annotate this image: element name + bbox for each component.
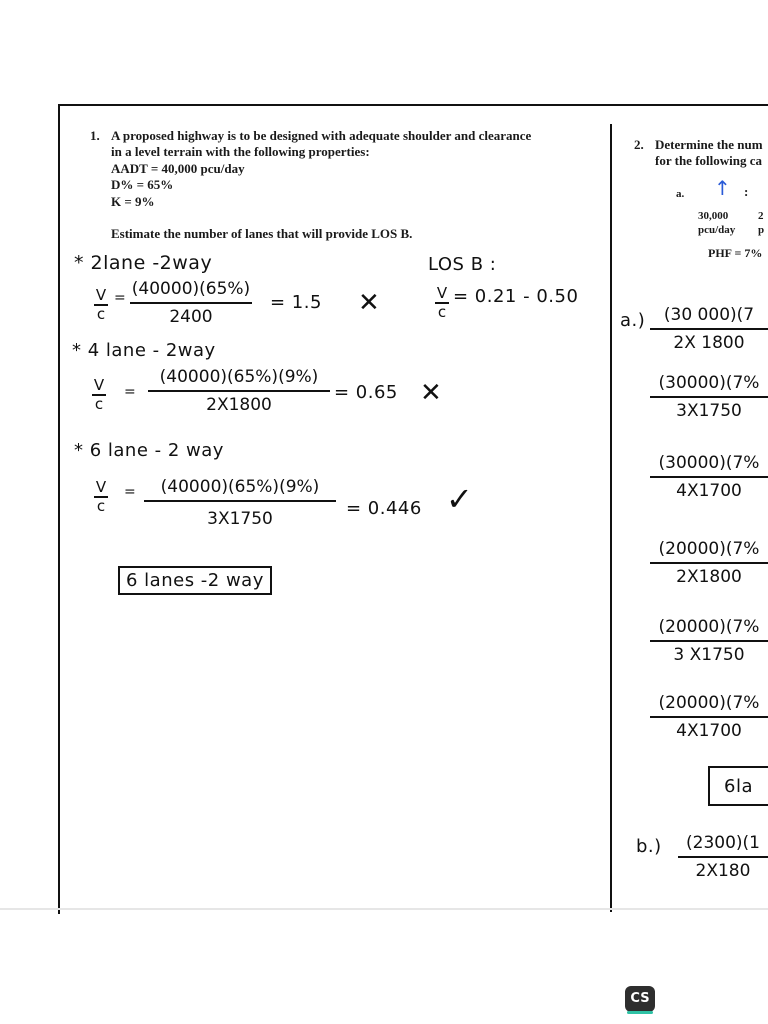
- problem2-line1: Determine the num: [655, 137, 763, 152]
- sol2-row5: (20000)(7% 3 X1750: [650, 616, 768, 666]
- sol2-boxed-answer: 6la: [708, 766, 768, 806]
- problem2-clipped-p: p: [758, 224, 765, 236]
- case1-vc: V c: [95, 286, 107, 323]
- case1-numerator: (40000)(65%): [131, 279, 251, 299]
- problem1-directional-split: D% = 65%: [111, 177, 174, 192]
- case2-vc: V c: [93, 376, 105, 413]
- sol2-row1: (30 000)(7 2X 1800: [650, 304, 768, 354]
- sol2-row4: (20000)(7% 2X1800: [650, 538, 768, 588]
- answer-box: 6 lanes -2 way: [118, 566, 272, 595]
- problem2-phf: PHF = 7%: [708, 246, 763, 260]
- problem1-aadt: AADT = 40,000 pcu/day: [111, 161, 245, 176]
- problem2-unit: pcu/day: [698, 224, 736, 236]
- case3-result: = 0.446: [346, 498, 422, 519]
- los-range: = 0.21 - 0.50: [453, 286, 579, 307]
- case3-vc: V c: [95, 478, 107, 515]
- case1-equals: =: [114, 290, 127, 306]
- problem1-k-factor: K = 9%: [111, 194, 155, 209]
- problem2-item-a: a.: [676, 188, 685, 200]
- problem2-colon: :: [744, 184, 749, 199]
- problem1-statement-line1: A proposed highway is to be designed with adequate shoulder and clearance: [111, 128, 532, 143]
- problem1-number: 1.: [90, 128, 100, 143]
- case2-reject-mark: ✕: [420, 378, 443, 408]
- problem1-statement-line2: in a level terrain with the following properties:: [111, 144, 370, 159]
- case3-numerator: (40000)(65%)(9%): [160, 477, 320, 497]
- up-arrow-icon: ↑: [714, 176, 731, 200]
- case2-result: = 0.65: [334, 382, 398, 403]
- solution2-a-label: a.): [620, 310, 646, 331]
- problem2-line2: for the following ca: [655, 153, 762, 168]
- case2-equals: =: [124, 384, 137, 400]
- case3-denominator: 3X1750: [207, 509, 273, 529]
- case2-label: * 4 lane - 2way: [72, 340, 216, 361]
- case3-fraction: [144, 476, 336, 530]
- los-label: LOS B :: [428, 254, 497, 275]
- case1-label: * 2lane -2way: [74, 252, 213, 274]
- case3-label: * 6 lane - 2 way: [74, 440, 224, 461]
- case1-denominator: 2400: [169, 307, 213, 327]
- column-divider: [610, 124, 612, 912]
- case3-equals: =: [124, 484, 137, 500]
- case2-numerator: (40000)(65%)(9%): [159, 367, 319, 387]
- case2-fraction: [148, 366, 330, 416]
- sol2-row6: (20000)(7% 4X1700: [650, 692, 768, 742]
- case2-denominator: 2X1800: [206, 395, 272, 415]
- case1-result: = 1.5: [270, 292, 322, 313]
- sol2-b-fraction: (2300)(1 2X180: [678, 832, 768, 882]
- los-vc: V c: [436, 284, 448, 321]
- logo-accent-stripe: [627, 1011, 653, 1014]
- page-bottom-edge: [0, 908, 768, 910]
- sol2-row3: (30000)(7% 4X1700: [650, 452, 768, 502]
- problem2-volume: 30,000: [698, 210, 729, 222]
- case3-accept-mark: ✓: [446, 480, 474, 518]
- case1-reject-mark: ✕: [358, 288, 381, 318]
- sol2-row2: (30000)(7% 3X1750: [650, 372, 768, 422]
- problem2-number: 2.: [634, 137, 644, 152]
- solution2-b-label: b.): [636, 836, 662, 857]
- problem2-clipped-2: 2: [758, 210, 764, 222]
- camscanner-logo: CS: [625, 986, 655, 1012]
- problem1-task: Estimate the number of lanes that will provide LOS B.: [111, 226, 413, 241]
- case1-fraction: [130, 278, 252, 328]
